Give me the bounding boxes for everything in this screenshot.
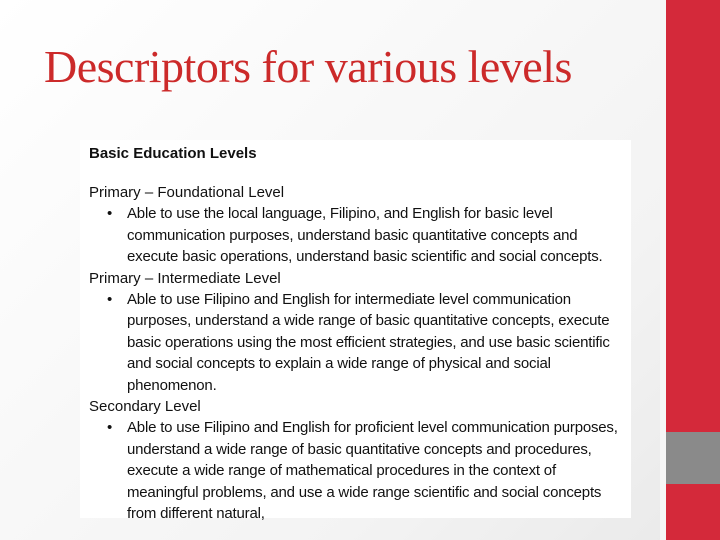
section-title: Primary – Foundational Level: [89, 184, 285, 201]
embedded-document-image: [80, 140, 631, 522]
bullet-marker: •: [107, 290, 113, 308]
accent-band-red-top: [666, 0, 720, 432]
bullet-marker: •: [107, 419, 113, 436]
document-content: [89, 145, 619, 525]
bullet-text: Able to use Filipino and English for intermediate level communication purposes, understand a wide range of basic quantitative concepts, execute basic operations using the most efficient strategies, and use basic scientific and social concepts to explain a wide range of physical and social phenomenon.: [127, 290, 610, 394]
section-title: Primary – Intermediate Level: [89, 269, 281, 287]
document-heading: Basic Education Levels: [89, 145, 257, 162]
slide-title: Descriptors for various levels: [44, 41, 572, 92]
section-primary-intermediate: [89, 268, 619, 397]
accent-band-red-bottom: [666, 484, 720, 540]
bullet-text: Able to use Filipino and English for proficient level communication purposes, understand a wide range of basic quantitative concepts and procedures, execute a wide range of mathematical procedures in the context of meaningful problems, and use a wide range scientific and social concepts from different natural,: [127, 419, 618, 522]
section-primary-foundational: [89, 182, 619, 268]
bullet-text: Able to use the local language, Filipino, and English for basic level communication purposes, understand basic quantitative concepts and execute basic operations, understand basic scientific and social concepts.: [127, 205, 603, 265]
bullet-item: [89, 203, 619, 268]
bullet-item: [89, 289, 619, 397]
accent-band-gray: [666, 432, 720, 484]
accent-band: [666, 0, 720, 540]
bullet-marker: •: [107, 205, 113, 222]
section-title: Secondary Level: [89, 398, 201, 415]
section-secondary: [89, 396, 619, 525]
bullet-item: [89, 417, 619, 525]
